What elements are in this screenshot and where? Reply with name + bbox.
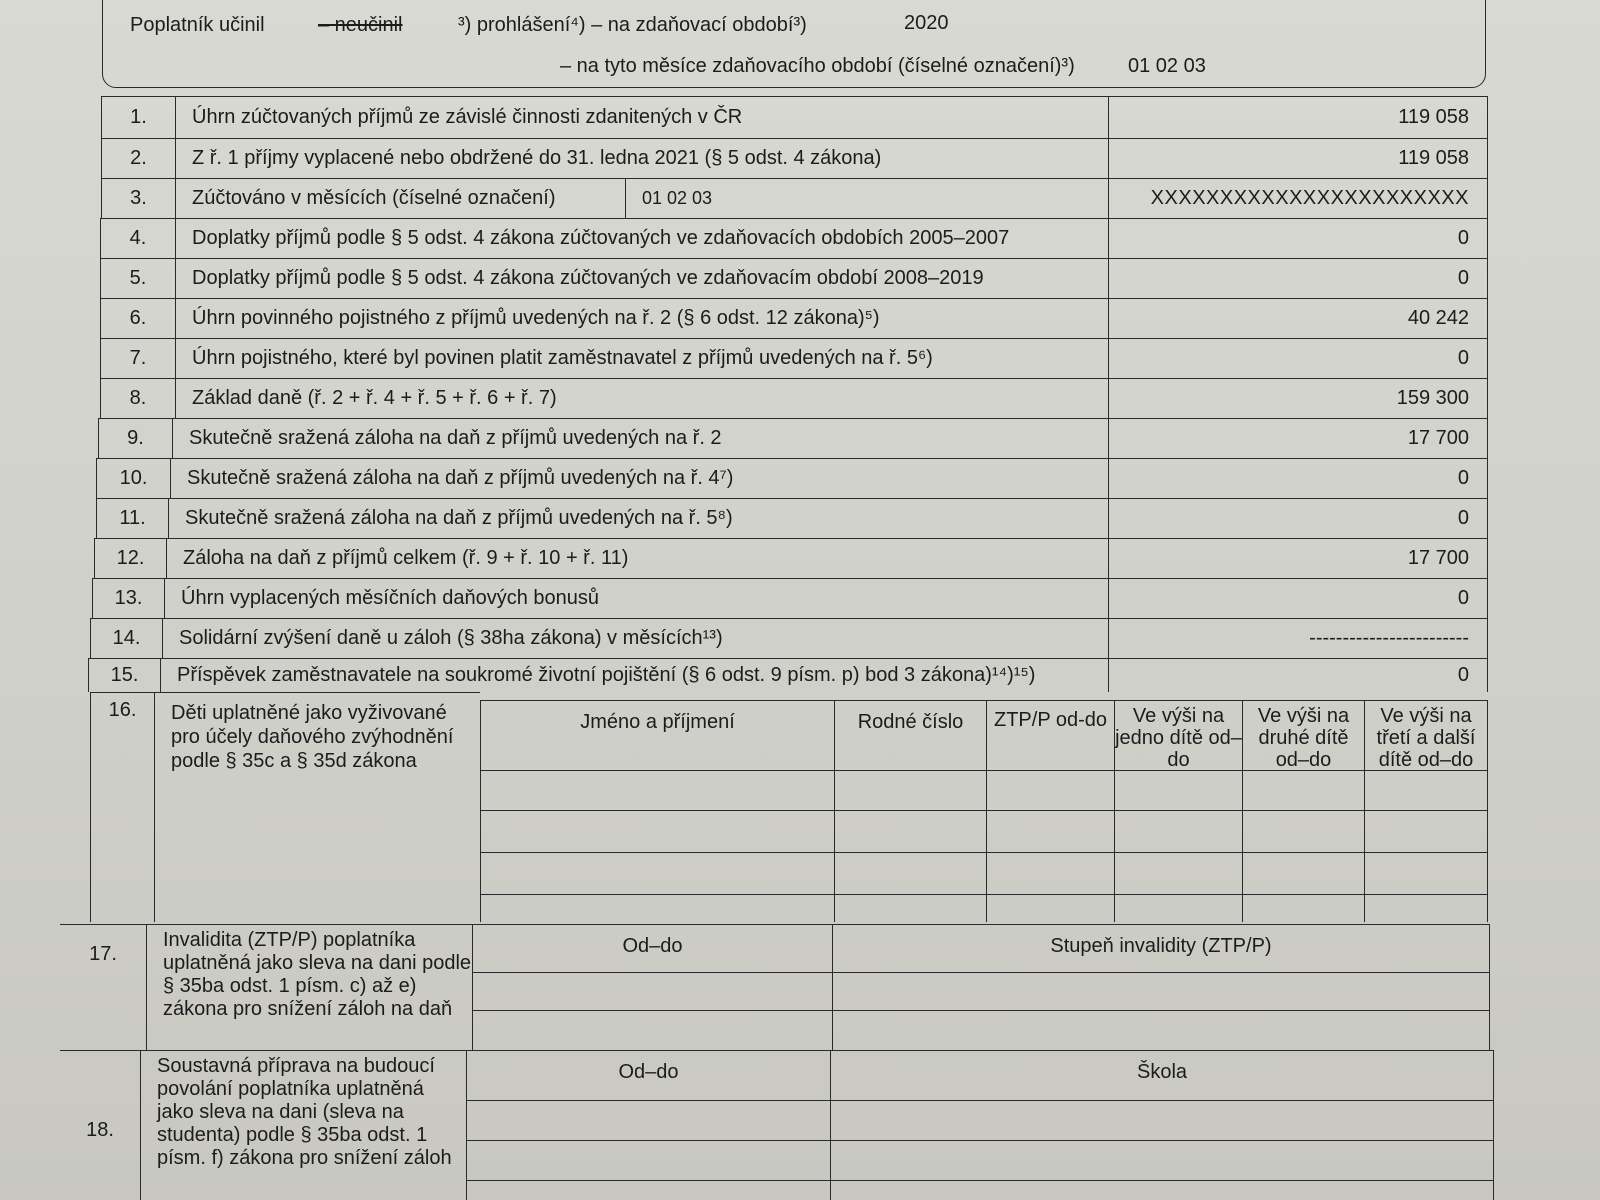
- row-number: 8.: [100, 378, 175, 418]
- child-entry-cell[interactable]: [480, 852, 834, 894]
- row-number: 13.: [92, 578, 164, 618]
- row-17-col-period: Od–do: [472, 924, 832, 972]
- row-value[interactable]: 159 300: [1108, 378, 1488, 418]
- entry-cell[interactable]: [832, 1010, 1490, 1050]
- row-number: 14.: [90, 618, 162, 658]
- row-months-value[interactable]: 01 02 03: [625, 178, 1108, 218]
- entry-cell[interactable]: [830, 1100, 1494, 1140]
- row-value[interactable]: 40 242: [1108, 298, 1488, 338]
- header-year: 2020: [904, 12, 949, 34]
- child-entry-cell[interactable]: [1114, 810, 1242, 852]
- row-18-col-school: Škola: [830, 1050, 1494, 1100]
- row-value[interactable]: 0: [1108, 258, 1488, 298]
- child-entry-cell[interactable]: [480, 770, 834, 810]
- child-entry-cell[interactable]: [986, 852, 1114, 894]
- header-taxpayer-made: Poplatník učinil: [130, 14, 265, 36]
- row-number: 4.: [100, 218, 175, 258]
- entry-cell[interactable]: [830, 1140, 1494, 1180]
- row-number: 9.: [98, 418, 172, 458]
- child-entry-cell[interactable]: [1364, 894, 1488, 922]
- row-16-col-ztpp: ZTP/P od-do: [986, 700, 1114, 770]
- row-number: 11.: [96, 498, 168, 538]
- row-number: 12.: [94, 538, 166, 578]
- child-entry-cell[interactable]: [480, 894, 834, 922]
- row-16-number: 16.: [90, 692, 154, 922]
- row-value[interactable]: 0: [1108, 218, 1488, 258]
- child-entry-cell[interactable]: [834, 810, 986, 852]
- child-entry-cell[interactable]: [480, 810, 834, 852]
- row-17-col-disability-degree: Stupeň invalidity (ZTP/P): [832, 924, 1490, 972]
- row-value[interactable]: 0: [1108, 498, 1488, 538]
- row-16-label: Děti uplatněné jako vyživované pro účely daňového zvýhodnění podle § 35c a § 35d zákona: [154, 692, 480, 922]
- row-label: Záloha na daň z příjmů celkem (ř. 9 + ř. 10 + ř. 11): [166, 538, 1108, 578]
- row-16-col-third-child: Ve výši na třetí a další dítě od–do: [1364, 700, 1488, 770]
- child-entry-cell[interactable]: [834, 894, 986, 922]
- row-value[interactable]: 0: [1108, 658, 1488, 692]
- row-number: 6.: [100, 298, 175, 338]
- child-entry-cell[interactable]: [1114, 852, 1242, 894]
- row-17-label: Invalidita (ZTP/P) poplatníka uplatněná jako sleva na dani podle § 35ba odst. 1 písm. c) až e) zákona pro snížení záloh na daň: [146, 924, 472, 1050]
- row-label: Úhrn vyplacených měsíčních daňových bonusů: [164, 578, 1108, 618]
- child-entry-cell[interactable]: [1242, 852, 1364, 894]
- child-entry-cell[interactable]: [1242, 894, 1364, 922]
- row-16-col-second-child: Ve výši na druhé dítě od–do: [1242, 700, 1364, 770]
- child-entry-cell[interactable]: [986, 894, 1114, 922]
- row-18-col-period: Od–do: [466, 1050, 830, 1100]
- entry-cell[interactable]: [466, 1180, 830, 1200]
- child-entry-cell[interactable]: [1364, 852, 1488, 894]
- row-value[interactable]: 17 700: [1108, 538, 1488, 578]
- header-months-value: 01 02 03: [1128, 55, 1206, 77]
- header-months-label: – na tyto měsíce zdaňovacího období (číselné označení)³): [560, 55, 1075, 77]
- entry-cell[interactable]: [832, 972, 1490, 1010]
- row-label: Doplatky příjmů podle § 5 odst. 4 zákona zúčtovaných ve zdaňovacích obdobích 2005–2007: [175, 218, 1108, 258]
- row-value[interactable]: 0: [1108, 458, 1488, 498]
- row-number: 7.: [100, 338, 175, 378]
- child-entry-cell[interactable]: [1364, 770, 1488, 810]
- row-number: 15.: [88, 658, 160, 692]
- entry-cell[interactable]: [466, 1100, 830, 1140]
- entry-cell[interactable]: [472, 972, 832, 1010]
- row-number: 10.: [96, 458, 170, 498]
- row-label: Solidární zvýšení daně u záloh (§ 38ha zákona) v měsících¹³): [162, 618, 1108, 658]
- row-16-col-first-child: Ve výši na jedno dítě od–do: [1114, 700, 1242, 770]
- header-declaration-text: ³) prohlášení⁴) – na zdaňovací období³): [458, 14, 807, 36]
- header-not-made: – neučinil: [318, 14, 403, 36]
- row-divider: [60, 1050, 146, 1051]
- row-value[interactable]: 0: [1108, 338, 1488, 378]
- row-18-label: Soustavná příprava na budoucí povolání poplatníka uplatněná jako sleva na dani (sleva na studenta) podle § 35ba odst. 1 písm. f) zákona pro snížení záloh: [140, 1050, 466, 1200]
- row-label: Úhrn zúčtovaných příjmů ze závislé činnosti zdanitených v ČR: [175, 96, 1108, 138]
- entry-cell[interactable]: [830, 1180, 1494, 1200]
- row-label: Úhrn povinného pojistného z příjmů uvedených na ř. 2 (§ 6 odst. 12 zákona)⁵): [175, 298, 1108, 338]
- row-label: Skutečně sražená záloha na daň z příjmů uvedených na ř. 5⁸): [168, 498, 1108, 538]
- child-entry-cell[interactable]: [986, 770, 1114, 810]
- row-label: Skutečně sražená záloha na daň z příjmů uvedených na ř. 2: [172, 418, 1108, 458]
- row-number: 1.: [101, 96, 175, 138]
- row-18-number: 18.: [60, 1050, 140, 1200]
- row-number: 5.: [100, 258, 175, 298]
- entry-cell[interactable]: [466, 1140, 830, 1180]
- entry-cell[interactable]: [472, 1010, 832, 1050]
- row-17-number: 17.: [60, 924, 146, 1050]
- row-label: Skutečně sražená záloha na daň z příjmů uvedených na ř. 4⁷): [170, 458, 1108, 498]
- row-label: Příspěvek zaměstnavatele na soukromé životní pojištění (§ 6 odst. 9 písm. p) bod 3 zákona)¹⁴)¹⁵): [160, 658, 1108, 692]
- child-entry-cell[interactable]: [1364, 810, 1488, 852]
- row-value[interactable]: XXXXXXXXXXXXXXXXXXXXXXX: [1108, 178, 1488, 218]
- child-entry-cell[interactable]: [834, 852, 986, 894]
- row-label: Základ daně (ř. 2 + ř. 4 + ř. 5 + ř. 6 + ř. 7): [175, 378, 1108, 418]
- child-entry-cell[interactable]: [1114, 894, 1242, 922]
- child-entry-cell[interactable]: [834, 770, 986, 810]
- child-entry-cell[interactable]: [1242, 770, 1364, 810]
- row-value[interactable]: 17 700: [1108, 418, 1488, 458]
- row-number: 2.: [101, 138, 175, 178]
- row-label: Zúčtováno v měsících (číselné označení): [175, 178, 625, 218]
- child-entry-cell[interactable]: [1114, 770, 1242, 810]
- child-entry-cell[interactable]: [986, 810, 1114, 852]
- row-label: Úhrn pojistného, které byl povinen platit zaměstnavatel z příjmů uvedených na ř. 5⁶): [175, 338, 1108, 378]
- row-value[interactable]: 0: [1108, 578, 1488, 618]
- row-16-col-name: Jméno a příjmení: [480, 700, 834, 770]
- row-16-col-birth-number: Rodné číslo: [834, 700, 986, 770]
- row-value[interactable]: 119 058: [1108, 96, 1488, 138]
- row-label: Z ř. 1 příjmy vyplacené nebo obdržené do 31. ledna 2021 (§ 5 odst. 4 zákona): [175, 138, 1108, 178]
- child-entry-cell[interactable]: [1242, 810, 1364, 852]
- row-value[interactable]: ------------------------: [1108, 618, 1488, 658]
- row-label: Doplatky příjmů podle § 5 odst. 4 zákona zúčtovaných ve zdaňovacím období 2008–2019: [175, 258, 1108, 298]
- row-value[interactable]: 119 058: [1108, 138, 1488, 178]
- row-number: 3.: [101, 178, 175, 218]
